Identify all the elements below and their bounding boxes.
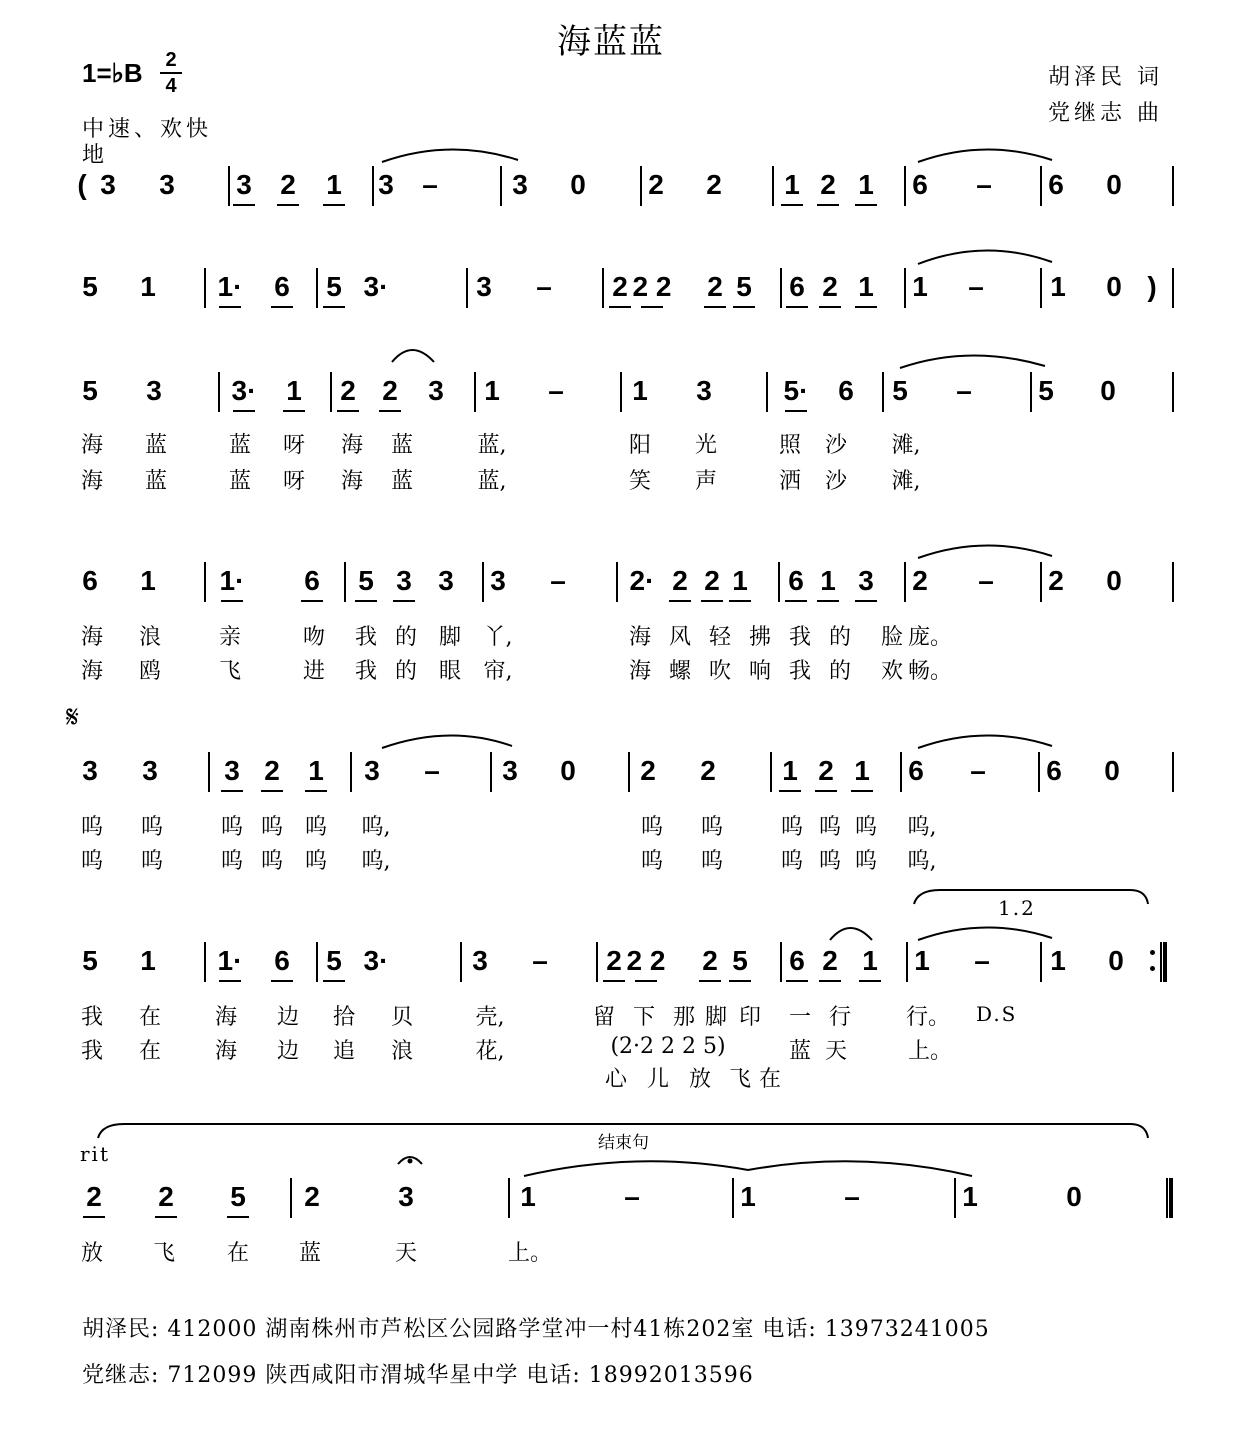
lyric-syllable: 我 [788, 659, 812, 684]
dash-note: – [424, 755, 440, 786]
note: 2 [606, 945, 622, 976]
note: 0 [1106, 565, 1122, 596]
note: 3 [428, 375, 444, 406]
ending-bracket [98, 1124, 1148, 1138]
lyric-syllable: 滩, [891, 469, 921, 494]
note: 1· [217, 945, 243, 976]
lyric-syllable: 我 [788, 625, 812, 650]
bracket: ) [1147, 271, 1157, 302]
tempo-marking-cont: 地 [82, 143, 109, 168]
lyric-syllable: 呜, [361, 815, 391, 840]
lyric-syllable: 呜 [220, 815, 244, 840]
lyric-syllable: 追 [332, 1039, 356, 1064]
lyric-syllable: 的 [828, 625, 852, 650]
lyric-syllable: 行。 [905, 1005, 951, 1030]
note: 5 [230, 1181, 246, 1212]
dash-note: – [844, 1181, 860, 1212]
dash-note: – [548, 375, 564, 406]
note: 2 [382, 375, 398, 406]
lyric-syllable: 边 [276, 1039, 300, 1064]
tie-slur [900, 355, 1045, 368]
note: 5 [82, 271, 98, 302]
lyric-syllable: 飞 [218, 659, 242, 684]
lyric-syllable: 呀 [282, 469, 306, 494]
note: 6 [304, 565, 320, 596]
lyric-syllable: 蓝 [390, 433, 414, 458]
lyric-syllable: 呜 [818, 815, 842, 840]
note: 5 [358, 565, 374, 596]
note: 3 [398, 1181, 414, 1212]
composer-credit: 党继志 曲 [1048, 101, 1163, 126]
lyric-syllable: 海 [340, 469, 364, 494]
dash-note: – [976, 169, 992, 200]
lyric-syllable: 吻 [302, 625, 326, 650]
lyric-syllable: 帘, [483, 659, 513, 684]
dash-note: – [422, 169, 438, 200]
note: 2· [629, 565, 655, 596]
note: 6 [912, 169, 928, 200]
lyric-syllable: 声 [694, 469, 718, 494]
tie-slur [382, 735, 512, 748]
lyric-syllable: 海 [628, 625, 652, 650]
lyric-syllable: 蓝 [298, 1241, 322, 1266]
lyric-syllable: 的 [828, 659, 852, 684]
lyric-syllable: 进 [302, 659, 326, 684]
lyric-syllable: 的 [394, 625, 418, 650]
note: 3 [146, 375, 162, 406]
tie-slur [918, 149, 1052, 162]
note: 3 [502, 755, 518, 786]
note: 2 [704, 565, 720, 596]
tie-slur [830, 928, 872, 940]
lyric-syllable: 海 [340, 433, 364, 458]
note: 2 [700, 755, 716, 786]
lyric-syllable: 行 [828, 1005, 852, 1030]
dash-note: – [536, 271, 552, 302]
note: 2 [340, 375, 356, 406]
lyric-syllable: 呜 [80, 849, 104, 874]
note: 2 2 [626, 945, 666, 976]
note: 3 [490, 565, 506, 596]
note: 3 [438, 565, 454, 596]
note: 1 [732, 565, 748, 596]
note: 1 [632, 375, 648, 406]
lyric-syllable: 响 [748, 659, 772, 684]
note: 0 [1066, 1181, 1082, 1212]
lyric-syllable: 呜 [700, 815, 724, 840]
note: 1 [858, 271, 874, 302]
ds-marking: D.S [976, 1002, 1018, 1026]
note: 2 [822, 271, 838, 302]
lyric-syllable: 蓝 [144, 469, 168, 494]
lyric-syllable: 鸥 [138, 659, 162, 684]
tie-slur [392, 350, 434, 362]
note: 0 [1104, 755, 1120, 786]
note: 0 [1106, 271, 1122, 302]
lyric-syllable: 海 [214, 1039, 238, 1064]
lyric-syllable: 边 [276, 1005, 300, 1030]
time-sig-bottom: 4 [165, 75, 177, 97]
tie-slur [918, 927, 1052, 940]
note: 1 [308, 755, 324, 786]
note: 1 [784, 169, 800, 200]
note: 2 [707, 271, 723, 302]
lyric-syllable: 海 [80, 433, 104, 458]
note: 3 [159, 169, 175, 200]
volta-label: 1.2 [998, 896, 1036, 920]
lyric-syllable: 蓝 [228, 469, 252, 494]
lyric-syllable: 沙 [824, 433, 848, 458]
dash-note: – [532, 945, 548, 976]
time-sig-top: 2 [165, 49, 177, 71]
note: 3 [364, 755, 380, 786]
lyric-syllable: 蓝, [477, 433, 507, 458]
note: 5 [326, 271, 342, 302]
tie-slur [918, 545, 1052, 558]
lyric-syllable: 的 [394, 659, 418, 684]
lyric-syllable: 一 [788, 1005, 812, 1030]
lyric-syllable: 心 [604, 1067, 628, 1092]
lyric-syllable: 蓝 [228, 433, 252, 458]
note: 6 [789, 271, 805, 302]
segno-sign: 𝄋 [66, 700, 79, 735]
note: 3· [363, 271, 389, 302]
lyric-syllable: 放 [80, 1241, 104, 1266]
lyric-syllable: (2·2 2 2 5) [610, 1034, 726, 1059]
lyric-syllable: 吹 [708, 659, 732, 684]
lyric-syllable: 飞 [728, 1067, 752, 1092]
key-signature: 1=♭B [82, 58, 143, 88]
tie-slur [748, 1161, 972, 1176]
note: 1 [862, 945, 878, 976]
lyric-syllable: 呜 [640, 815, 664, 840]
note: 6 [789, 945, 805, 976]
note: 2 [612, 271, 628, 302]
note: 1 [520, 1181, 536, 1212]
lyric-syllable: 呜 [854, 849, 878, 874]
lyric-syllable: 浪 [390, 1039, 414, 1064]
lyric-syllable: 欢 [880, 659, 904, 684]
lyric-syllable: 蓝, [477, 469, 507, 494]
note: 2 [86, 1181, 102, 1212]
note: 2 [912, 565, 928, 596]
lyric-syllable: 下 [632, 1005, 656, 1030]
dash-note: – [974, 945, 990, 976]
lyric-syllable: 贝 [390, 1005, 414, 1030]
lyric-syllable: 照 [778, 433, 802, 458]
tie-slur [524, 1161, 748, 1176]
note: 2 [648, 169, 664, 200]
note: 2 2 [632, 271, 672, 302]
lyric-syllable: 蓝 [144, 433, 168, 458]
lyric-syllable: 壳, [475, 1005, 505, 1030]
note: 6 [274, 271, 290, 302]
lyric-syllable: 沙 [824, 469, 848, 494]
ending-label: 结束句 [598, 1133, 649, 1153]
lyric-syllable: 洒 [778, 469, 802, 494]
footer-contact-1: 胡泽民: 412000 湖南株州市芦松区公园路学堂冲一村41栋202室 电话: 13973241005 [82, 1317, 990, 1342]
lyric-syllable: 飞 [152, 1241, 176, 1266]
note: 1 [854, 755, 870, 786]
lyric-syllable: 呀 [282, 433, 306, 458]
lyric-syllable: 浪 [138, 625, 162, 650]
lyric-syllable: 在 [138, 1039, 162, 1064]
lyric-syllable: 呜 [140, 815, 164, 840]
note: 5 [892, 375, 908, 406]
note: 2 [280, 169, 296, 200]
lyric-syllable: 天 [824, 1039, 848, 1064]
dash-note: – [624, 1181, 640, 1212]
lyric-syllable: 丫, [483, 625, 513, 650]
lyric-syllable: 呜 [220, 849, 244, 874]
note: 2 [820, 169, 836, 200]
note: 2 [702, 945, 718, 976]
volta-bracket [914, 890, 1148, 904]
song-title: 海蓝蓝 [557, 22, 665, 62]
note: 5· [783, 375, 809, 406]
note: 2 [304, 1181, 320, 1212]
note: 6 [274, 945, 290, 976]
dash-note: – [550, 565, 566, 596]
note: 6 [1046, 755, 1062, 786]
lyric-syllable: 呜 [700, 849, 724, 874]
lyric-syllable: 儿 [646, 1067, 670, 1092]
note: 5 [326, 945, 342, 976]
lyric-syllable: 上。 [507, 1241, 553, 1266]
note: 3 [100, 169, 116, 200]
tie-slur [918, 735, 1052, 748]
lyric-syllable: 脸 [880, 625, 904, 650]
note: 6 [82, 565, 98, 596]
note: 5 [1038, 375, 1054, 406]
lyricist-credit: 胡泽民 词 [1048, 65, 1163, 90]
note: 0 [570, 169, 586, 200]
note: 1 [326, 169, 342, 200]
dash-note: – [968, 271, 984, 302]
note: 2 [1048, 565, 1064, 596]
note: 1 [912, 271, 928, 302]
lyric-syllable: 海 [80, 469, 104, 494]
lyric-syllable: 呜 [304, 849, 328, 874]
bracket: ( [77, 169, 87, 200]
note: 2 [640, 755, 656, 786]
note: 5 [82, 375, 98, 406]
lyric-syllable: 脚 [704, 1005, 728, 1030]
tie-slur [382, 149, 518, 162]
note: 1· [219, 565, 245, 596]
lyric-syllable: 海 [214, 1005, 238, 1030]
note: 3 [378, 169, 394, 200]
lyric-syllable: 上。 [907, 1039, 953, 1064]
tie-slur [918, 250, 1052, 264]
lyric-syllable: 蓝 [390, 469, 414, 494]
note: 2 [822, 945, 838, 976]
lyric-syllable: 呜 [640, 849, 664, 874]
lyric-syllable: 呜 [304, 815, 328, 840]
note: 3 [858, 565, 874, 596]
note: 2 [158, 1181, 174, 1212]
note: 5 [736, 271, 752, 302]
lyric-syllable: 我 [80, 1039, 104, 1064]
note: 3 [476, 271, 492, 302]
lyric-syllable: 呜 [780, 815, 804, 840]
note: 2 [672, 565, 688, 596]
fermata-dot [408, 1159, 413, 1164]
note: 3 [696, 375, 712, 406]
note: 3 [224, 755, 240, 786]
lyric-syllable: 螺 [668, 659, 692, 684]
lyric-syllable: 呜 [780, 849, 804, 874]
note: 3 [142, 755, 158, 786]
dash-note: – [970, 755, 986, 786]
lyric-syllable: 阳 [628, 433, 652, 458]
note: 6 [908, 755, 924, 786]
lyric-syllable: 笑 [628, 469, 652, 494]
dash-note: – [956, 375, 972, 406]
note: 1 [140, 945, 156, 976]
note: 1 [782, 755, 798, 786]
lyric-syllable: 风 [668, 625, 692, 650]
lyric-syllable: 光 [694, 433, 718, 458]
note: 0 [1100, 375, 1116, 406]
lyric-syllable: 眼 [438, 659, 462, 684]
lyric-syllable: 花, [475, 1039, 505, 1064]
note: 1 [140, 271, 156, 302]
note: 3 [396, 565, 412, 596]
lyric-syllable: 蓝 [788, 1039, 812, 1064]
rit-marking: rit [80, 1142, 110, 1166]
note: 1 [1050, 271, 1066, 302]
lyric-syllable: 海 [80, 625, 104, 650]
lyric-syllable: 拾 [332, 1005, 356, 1030]
lyric-syllable: 在 [138, 1005, 162, 1030]
lyric-syllable: 我 [354, 625, 378, 650]
lyric-syllable: 我 [80, 1005, 104, 1030]
note: 3 [82, 755, 98, 786]
note: 3 [472, 945, 488, 976]
note: 1 [914, 945, 930, 976]
lyric-syllable: 呜 [260, 849, 284, 874]
note: 0 [1106, 169, 1122, 200]
lyric-syllable: 留 [592, 1005, 616, 1030]
note: 2 [706, 169, 722, 200]
note: 1 [140, 565, 156, 596]
note: 0 [560, 755, 576, 786]
note: 1 [484, 375, 500, 406]
note: 1 [740, 1181, 756, 1212]
note: 2 [818, 755, 834, 786]
note: 0 [1108, 945, 1124, 976]
lyric-syllable: 亲 [218, 625, 242, 650]
dash-note: – [978, 565, 994, 596]
lyric-syllable: 滩, [891, 433, 921, 458]
note: 1· [217, 271, 243, 302]
note: 3 [512, 169, 528, 200]
note: 1 [286, 375, 302, 406]
note: 1 [858, 169, 874, 200]
note: 6 [1048, 169, 1064, 200]
lyric-syllable: 脚 [438, 625, 462, 650]
lyric-syllable: 畅。 [907, 659, 953, 684]
lyric-syllable: 海 [80, 659, 104, 684]
note: 3· [231, 375, 257, 406]
note: 1 [1050, 945, 1066, 976]
note: 1 [820, 565, 836, 596]
note: 2 [264, 755, 280, 786]
lyric-syllable: 呜 [818, 849, 842, 874]
lyric-syllable: 轻 [708, 625, 732, 650]
lyric-syllable: 庞。 [907, 625, 953, 650]
note: 6 [838, 375, 854, 406]
lyric-syllable: 拂 [748, 625, 772, 650]
note: 6 [788, 565, 804, 596]
lyric-syllable: 呜, [361, 849, 391, 874]
lyric-syllable: 我 [354, 659, 378, 684]
note: 1 [962, 1181, 978, 1212]
note: 3 [236, 169, 252, 200]
note: 5 [82, 945, 98, 976]
footer-contact-2: 党继志: 712099 陕西咸阳市渭城华星中学 电话: 18992013596 [82, 1363, 754, 1388]
note: 3· [363, 945, 389, 976]
lyric-syllable: 海 [628, 659, 652, 684]
lyric-syllable: 呜 [80, 815, 104, 840]
lyric-syllable: 放 [688, 1067, 712, 1092]
lyric-syllable: 那 [672, 1005, 696, 1030]
lyric-syllable: 呜 [854, 815, 878, 840]
lyric-syllable: 天 [394, 1241, 418, 1266]
lyric-syllable: 呜, [907, 815, 937, 840]
lyric-syllable: 呜, [907, 849, 937, 874]
lyric-syllable: 在 [226, 1241, 250, 1266]
lyric-syllable: 呜 [140, 849, 164, 874]
lyric-syllable: 呜 [260, 815, 284, 840]
note: 5 [732, 945, 748, 976]
lyric-syllable: 在 [758, 1067, 782, 1092]
tempo-marking: 中速、欢快 [82, 117, 213, 142]
lyric-syllable: 印 [738, 1005, 762, 1030]
